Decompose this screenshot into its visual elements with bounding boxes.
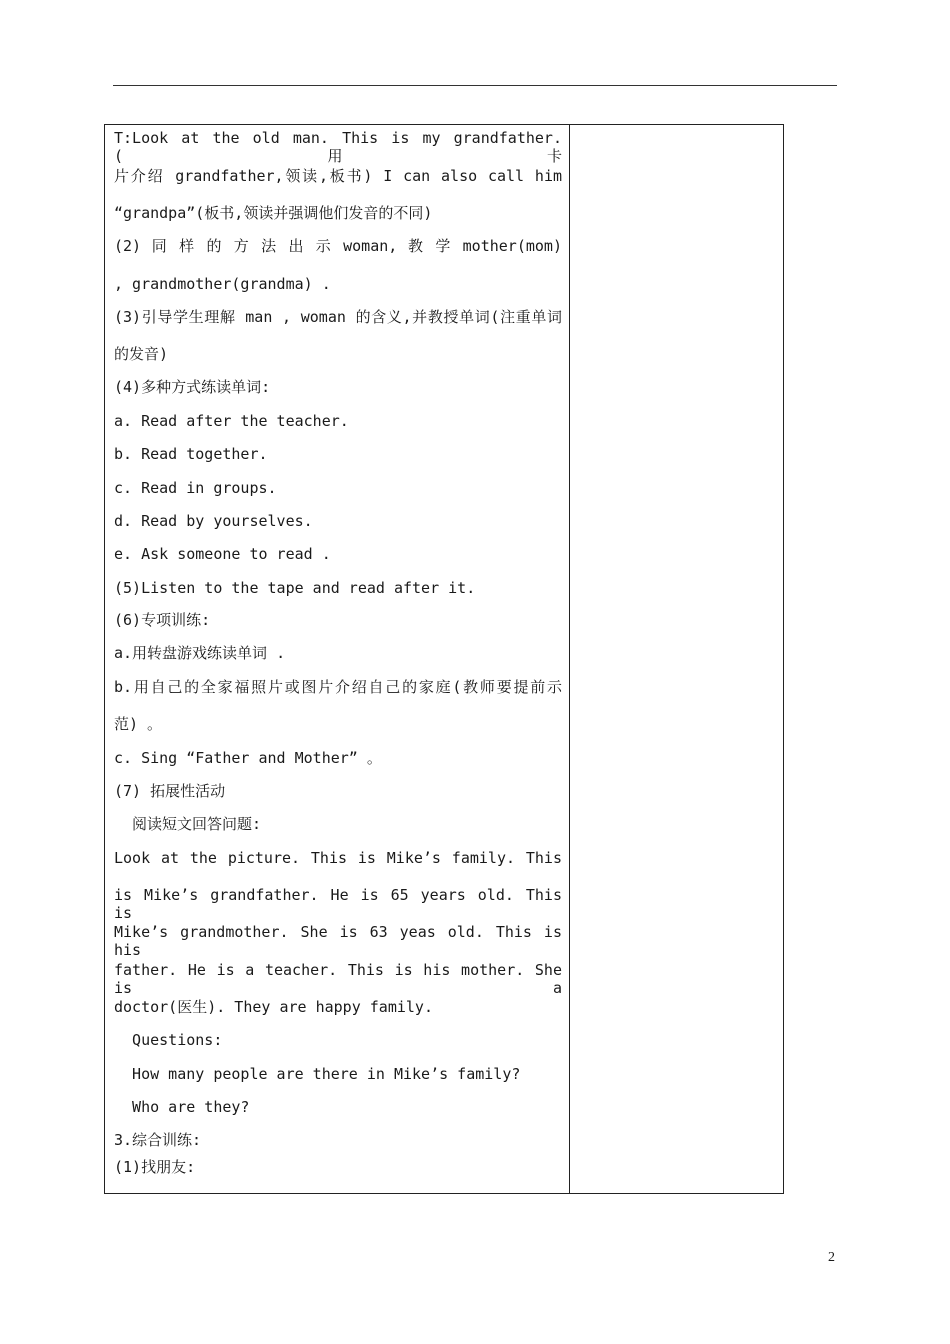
text-line: b.用自己的全家福照片或图片介绍自己的家庭(教师要提前示 bbox=[114, 678, 562, 696]
text-line: father. He is a teacher. This is his mother. She is a bbox=[114, 961, 562, 997]
page-number: 2 bbox=[828, 1250, 835, 1265]
text-line: , grandmother(grandma) . bbox=[114, 275, 331, 293]
text-line: 片介绍 grandfather,领读,板书) I can also call him bbox=[114, 167, 562, 185]
text-line: T:Look at the old man. This is my grandfather. (用卡 bbox=[114, 129, 562, 165]
text-line: (2) 同 样 的 方 法 出 示 woman, 教 学 mother(mom) bbox=[114, 237, 562, 255]
text-line: c. Sing “Father and Mother” 。 bbox=[114, 749, 382, 767]
text-line: How many people are there in Mike’s family? bbox=[114, 1065, 521, 1083]
text-line: b. Read together. bbox=[114, 445, 268, 463]
text-line: Look at the picture. This is Mike’s family. This bbox=[114, 849, 562, 867]
text-line: 的发音) bbox=[114, 345, 169, 363]
column-divider bbox=[569, 125, 570, 1193]
text-line: 3.综合训练: bbox=[114, 1131, 202, 1149]
text-line: (5)Listen to the tape and read after it. bbox=[114, 579, 476, 597]
text-line: (7) 拓展性活动 bbox=[114, 782, 226, 800]
text-line: (4)多种方式练读单词: bbox=[114, 378, 271, 396]
text-line: 阅读短文回答问题: bbox=[114, 815, 262, 833]
text-line: a. Read after the teacher. bbox=[114, 412, 349, 430]
text-line: (3)引导学生理解 man , woman 的含义,并教授单词(注重单词 bbox=[114, 308, 562, 326]
text-line: Mike’s grandmother. She is 63 yeas old. This is his bbox=[114, 923, 562, 959]
text-line: Questions: bbox=[114, 1031, 223, 1049]
text-line: d. Read by yourselves. bbox=[114, 512, 313, 530]
text-line: e. Ask someone to read . bbox=[114, 545, 331, 563]
text-line: a.用转盘游戏练读单词 . bbox=[114, 644, 286, 662]
text-line: c. Read in groups. bbox=[114, 479, 277, 497]
procedure-cell bbox=[105, 125, 569, 1193]
header-rule bbox=[113, 85, 837, 86]
lesson-plan-table bbox=[104, 124, 784, 1194]
text-line: (1)找朋友: bbox=[114, 1158, 196, 1176]
text-line: doctor(医生). They are happy family. bbox=[114, 998, 433, 1016]
text-line: is Mike’s grandfather. He is 65 years old. This is bbox=[114, 886, 562, 922]
text-line: “grandpa”(板书,领读并强调他们发音的不同) bbox=[114, 204, 433, 222]
text-line: 范) 。 bbox=[114, 715, 163, 733]
text-line: Who are they? bbox=[114, 1098, 250, 1116]
text-line: (6)专项训练: bbox=[114, 611, 211, 629]
